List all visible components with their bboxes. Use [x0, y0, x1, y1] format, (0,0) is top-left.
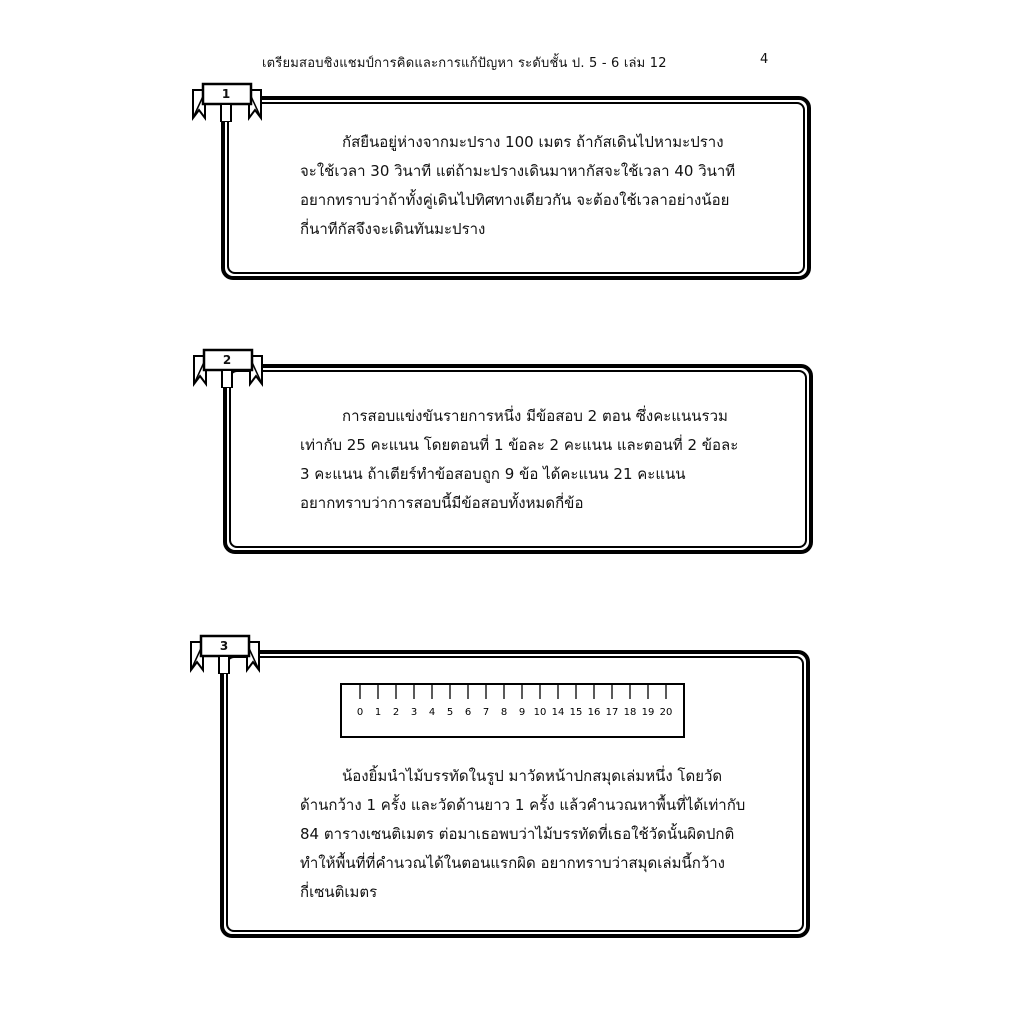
question-2-line-1: การสอบแข่งขันรายการหนึ่ง มีข้อสอบ 2 ตอน ซึ่งคะแนนรวม [342, 407, 728, 425]
ruler-label: 14 [551, 707, 565, 718]
question-badge-2 [192, 348, 264, 388]
page-header-title: เตรียมสอบชิงแชมป์การคิดและการแก้ปัญหา ระดับชั้น ป. 5 - 6 เล่ม 12 [262, 56, 667, 71]
question-3-line-4: ทำให้พื้นที่ที่คำนวณได้ในตอนแรกผิด อยากทราบว่าสมุดเล่มนี้กว้าง [300, 854, 725, 872]
ruler-label: 4 [428, 707, 436, 718]
ruler-label: 9 [518, 707, 526, 718]
ruler-label: 5 [446, 707, 454, 718]
question-3-line-5: กี่เซนติเมตร [300, 883, 378, 901]
question-1-line-1: กัสยืนอยู่ห่างจากมะปราง 100 เมตร ถ้ากัสเดินไปหามะปราง [342, 133, 724, 151]
ruler-label: 2 [392, 707, 400, 718]
question-2-line-4: อยากทราบว่าการสอบนี้มีข้อสอบทั้งหมดกี่ข้อ [300, 494, 584, 512]
question-text-2 [300, 402, 738, 518]
ruler-label: 10 [533, 707, 547, 718]
question-number-1: 1 [221, 87, 231, 101]
question-1-line-2: จะใช้เวลา 30 วินาที แต่ถ้ามะปรางเดินมาหากัสจะใช้เวลา 40 วินาที [300, 162, 736, 180]
page-number: 4 [760, 52, 769, 67]
question-text-3 [300, 762, 745, 907]
ruler-label: 0 [356, 707, 364, 718]
ruler-label: 16 [587, 707, 601, 718]
ruler-label: 6 [464, 707, 472, 718]
ruler-label: 3 [410, 707, 418, 718]
question-1-line-4: กี่นาทีกัสจึงจะเดินทันมะปราง [300, 220, 486, 238]
ruler-figure [340, 683, 685, 738]
ruler-label: 19 [641, 707, 655, 718]
question-2-line-3: 3 คะแนน ถ้าเตียร์ทำข้อสอบถูก 9 ข้อ ได้คะแนน 21 คะแนน [300, 465, 686, 483]
question-3-line-1: น้องยิ้มนำไม้บรรทัดในรูป มาวัดหน้าปกสมุดเล่มหนึ่ง โดยวัด [342, 767, 723, 785]
ruler-label: 8 [500, 707, 508, 718]
question-3-line-2: ด้านกว้าง 1 ครั้ง และวัดด้านยาว 1 ครั้ง แล้วคำนวณหาพื้นที่ได้เท่ากับ [300, 796, 746, 814]
ruler-label: 20 [659, 707, 673, 718]
question-badge-3 [189, 634, 261, 674]
ruler-label: 15 [569, 707, 583, 718]
question-3-line-3: 84 ตารางเซนติเมตร ต่อมาเธอพบว่าไม้บรรทัดที่เธอใช้วัดนั้นผิดปกติ [300, 825, 735, 843]
question-number-2: 2 [222, 353, 232, 367]
ruler-label: 17 [605, 707, 619, 718]
question-text-1 [300, 128, 735, 244]
question-number-3: 3 [219, 639, 229, 653]
ruler-label: 1 [374, 707, 382, 718]
question-badge-1 [191, 82, 263, 122]
question-1-line-3: อยากทราบว่าถ้าทั้งคู่เดินไปทิศทางเดียวกัน จะต้องใช้เวลาอย่างน้อย [300, 191, 730, 209]
ruler-label: 7 [482, 707, 490, 718]
ruler-label: 18 [623, 707, 637, 718]
question-2-line-2: เท่ากับ 25 คะแนน โดยตอนที่ 1 ข้อละ 2 คะแนน และตอนที่ 2 ข้อละ [300, 436, 739, 454]
